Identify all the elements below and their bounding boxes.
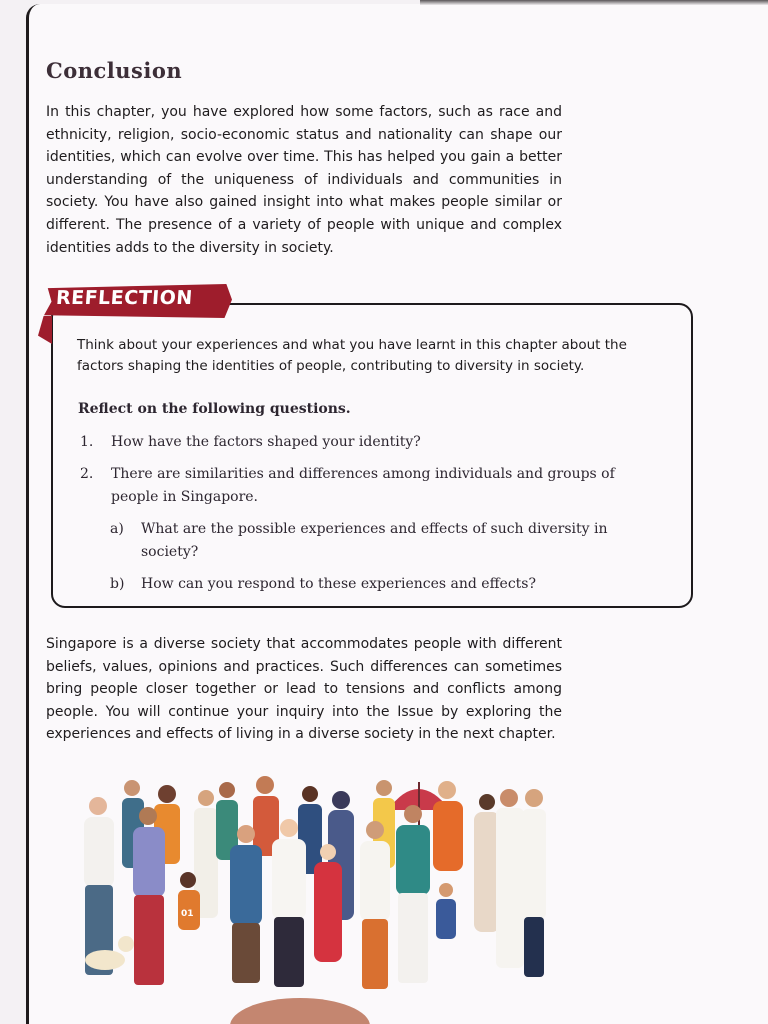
jersey-number: 01 — [181, 909, 194, 919]
conclusion-paragraph: In this chapter, you have explored how some factors, such as race and ethnicity, religion, socio-economic status and nationality can shape our identities, which can evolve over time. This has helped you gain a better understanding of the uniqueness of individuals and communities in society. You have also gained insight into what makes people similar or different. The presence of a variety of people with unique and complex identities adds to the diversity in society. — [46, 104, 562, 256]
page-edge-shadow — [420, 0, 768, 5]
subquestion-letter: a) — [110, 521, 124, 537]
conclusion-heading: Conclusion — [46, 58, 183, 83]
question-2 — [80, 463, 640, 511]
subquestion-text: How can you respond to these experiences and effects? — [141, 576, 536, 592]
reflection-intro: Think about your experiences and what you have learnt in this chapter about the factors shaping the identities of people, contributing to diversity in society. — [77, 337, 627, 374]
reflect-heading: Reflect on the following questions. — [78, 401, 351, 417]
reflection-label: REFLECTION — [55, 287, 194, 309]
fingertip-photo-artifact — [230, 998, 370, 1024]
question-number: 1. — [80, 434, 94, 450]
subquestion-letter: b) — [110, 576, 125, 592]
diverse-crowd-illustration — [60, 770, 550, 1024]
closing-paragraph: Singapore is a diverse society that accommodates people with different beliefs, values, opinions and practices. Such differences can sometimes bring people closer together or lead to tensions and conflicts among people. You will continue your inquiry into the Issue by exploring the experiences and effects of living in a diverse society in the next chapter. — [46, 636, 562, 743]
question-text: There are similarities and differences among individuals and groups of people in Singapore. — [111, 466, 615, 505]
question-text: How have the factors shaped your identity? — [111, 434, 421, 450]
question-number: 2. — [80, 466, 94, 482]
subquestion-a — [110, 518, 640, 566]
subquestion-text: What are the possible experiences and effects of such diversity in society? — [141, 521, 608, 560]
